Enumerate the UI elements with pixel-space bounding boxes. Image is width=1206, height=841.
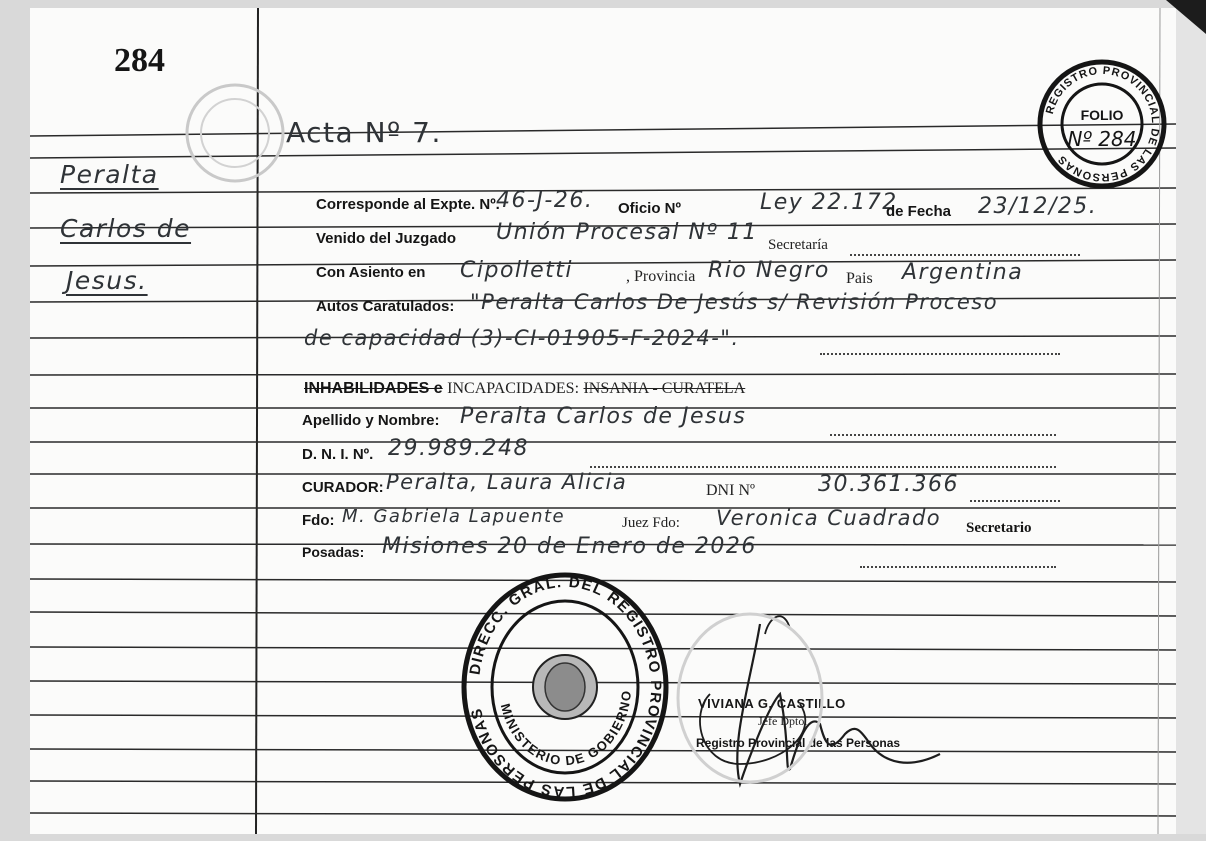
- apellido-value: Peralta Carlos de Jesus: [460, 404, 747, 429]
- provincia-label: , Provincia: [626, 268, 696, 285]
- folio-stamp: [1036, 58, 1168, 190]
- secretaria-dots: [850, 254, 1080, 256]
- margin-name-line-2: Carlos de: [60, 214, 192, 243]
- fecha-value: 23/12/25.: [978, 194, 1098, 219]
- page-edge: [1176, 8, 1206, 834]
- section-title: [304, 380, 745, 398]
- posadas-dots: [860, 566, 1056, 568]
- asiento-label: Con Asiento en: [316, 264, 426, 281]
- fdo-label: Fdo:: [302, 512, 335, 529]
- fecha-label: de Fecha: [886, 203, 952, 220]
- posadas-label: Posadas:: [302, 544, 365, 560]
- bleed-through-stamp: [180, 78, 290, 188]
- autos-value-line-2: de capacidad (3)-CI-01905-F-2024-".: [304, 326, 740, 350]
- dni-dots: [590, 466, 1056, 468]
- venido-value: Unión Procesal Nº 11: [496, 220, 758, 245]
- curador-dots: [970, 500, 1060, 502]
- signature-stamp-org: Registro Provincial de las Personas: [696, 736, 901, 750]
- autos-value-line-1: "Peralta Carlos De Jesús s/ Revisión Proceso: [470, 290, 999, 314]
- secretario-label: Secretario: [966, 520, 1032, 536]
- secretaria-label: Secretaría: [768, 237, 828, 253]
- provincia-value: Rio Negro: [708, 258, 830, 283]
- autos-label: Autos Caratulados:: [316, 298, 455, 315]
- dni-label: D. N. I. Nº.: [302, 446, 374, 463]
- seal-ring-text: DIRECC. GRAL. DEL REGISTRO PROVINCIAL DE LAS PERSONAS: [466, 573, 665, 801]
- fdo-value: M. Gabriela Lapuente: [342, 506, 566, 527]
- corresponde-label: Corresponde al Expte. Nº.: [316, 196, 500, 213]
- folio-label: FOLIO: [1080, 107, 1124, 123]
- pais-value: Argentina: [902, 260, 1024, 285]
- folio-ring-text: REGISTRO PROVINCIAL DE LAS PERSONAS: [1044, 64, 1162, 184]
- margin-name-line-3: Jesus.: [66, 266, 148, 295]
- signature-stamp-role: Jefe Dpto.: [758, 714, 808, 728]
- margin-name-line-1: Peralta: [60, 160, 159, 189]
- signature-stamp-name: VIVIANA G. CASTILLO: [698, 696, 846, 711]
- acta-number: Acta Nº 7.: [286, 116, 442, 149]
- venido-label: Venido del Juzgado: [316, 230, 457, 247]
- juez-label: Juez Fdo:: [622, 515, 680, 531]
- bleed-through-seal: [670, 608, 830, 788]
- section-title-struck-1: INHABILIDADES e: [304, 380, 443, 397]
- section-title-mid: INCAPACIDADES:: [447, 380, 580, 397]
- apellido-label: Apellido y Nombre:: [302, 412, 440, 429]
- folio-number: Nº 284: [1067, 127, 1137, 151]
- curador-dni-value: 30.361.366: [818, 472, 959, 497]
- section-title-struck-2: INSANIA - CURATELA: [583, 380, 746, 397]
- autos-dots: [820, 353, 1060, 355]
- curador-label: CURADOR:: [302, 479, 384, 496]
- juez-value: Veronica Cuadrado: [716, 506, 942, 530]
- seal-inner-text: MINISTERIO DE GOBIERNO: [497, 688, 635, 769]
- pais-label: Pais: [846, 270, 873, 287]
- official-round-seal: [460, 572, 670, 802]
- register-page: [30, 8, 1176, 834]
- oficio-value: Ley 22.172: [760, 190, 898, 215]
- expte-value: 46-J-26.: [496, 188, 594, 213]
- asiento-value: Cipolletti: [460, 258, 574, 283]
- apellido-dots: [830, 434, 1056, 436]
- page-number: 284: [114, 42, 165, 79]
- curador-dni-label: DNI Nº: [706, 482, 755, 499]
- curador-value: Peralta, Laura Alicia: [386, 470, 628, 494]
- dni-value: 29.989.248: [388, 436, 529, 461]
- posadas-value: Misiones 20 de Enero de 2026: [382, 534, 757, 559]
- oficio-label: Oficio Nº: [618, 200, 681, 217]
